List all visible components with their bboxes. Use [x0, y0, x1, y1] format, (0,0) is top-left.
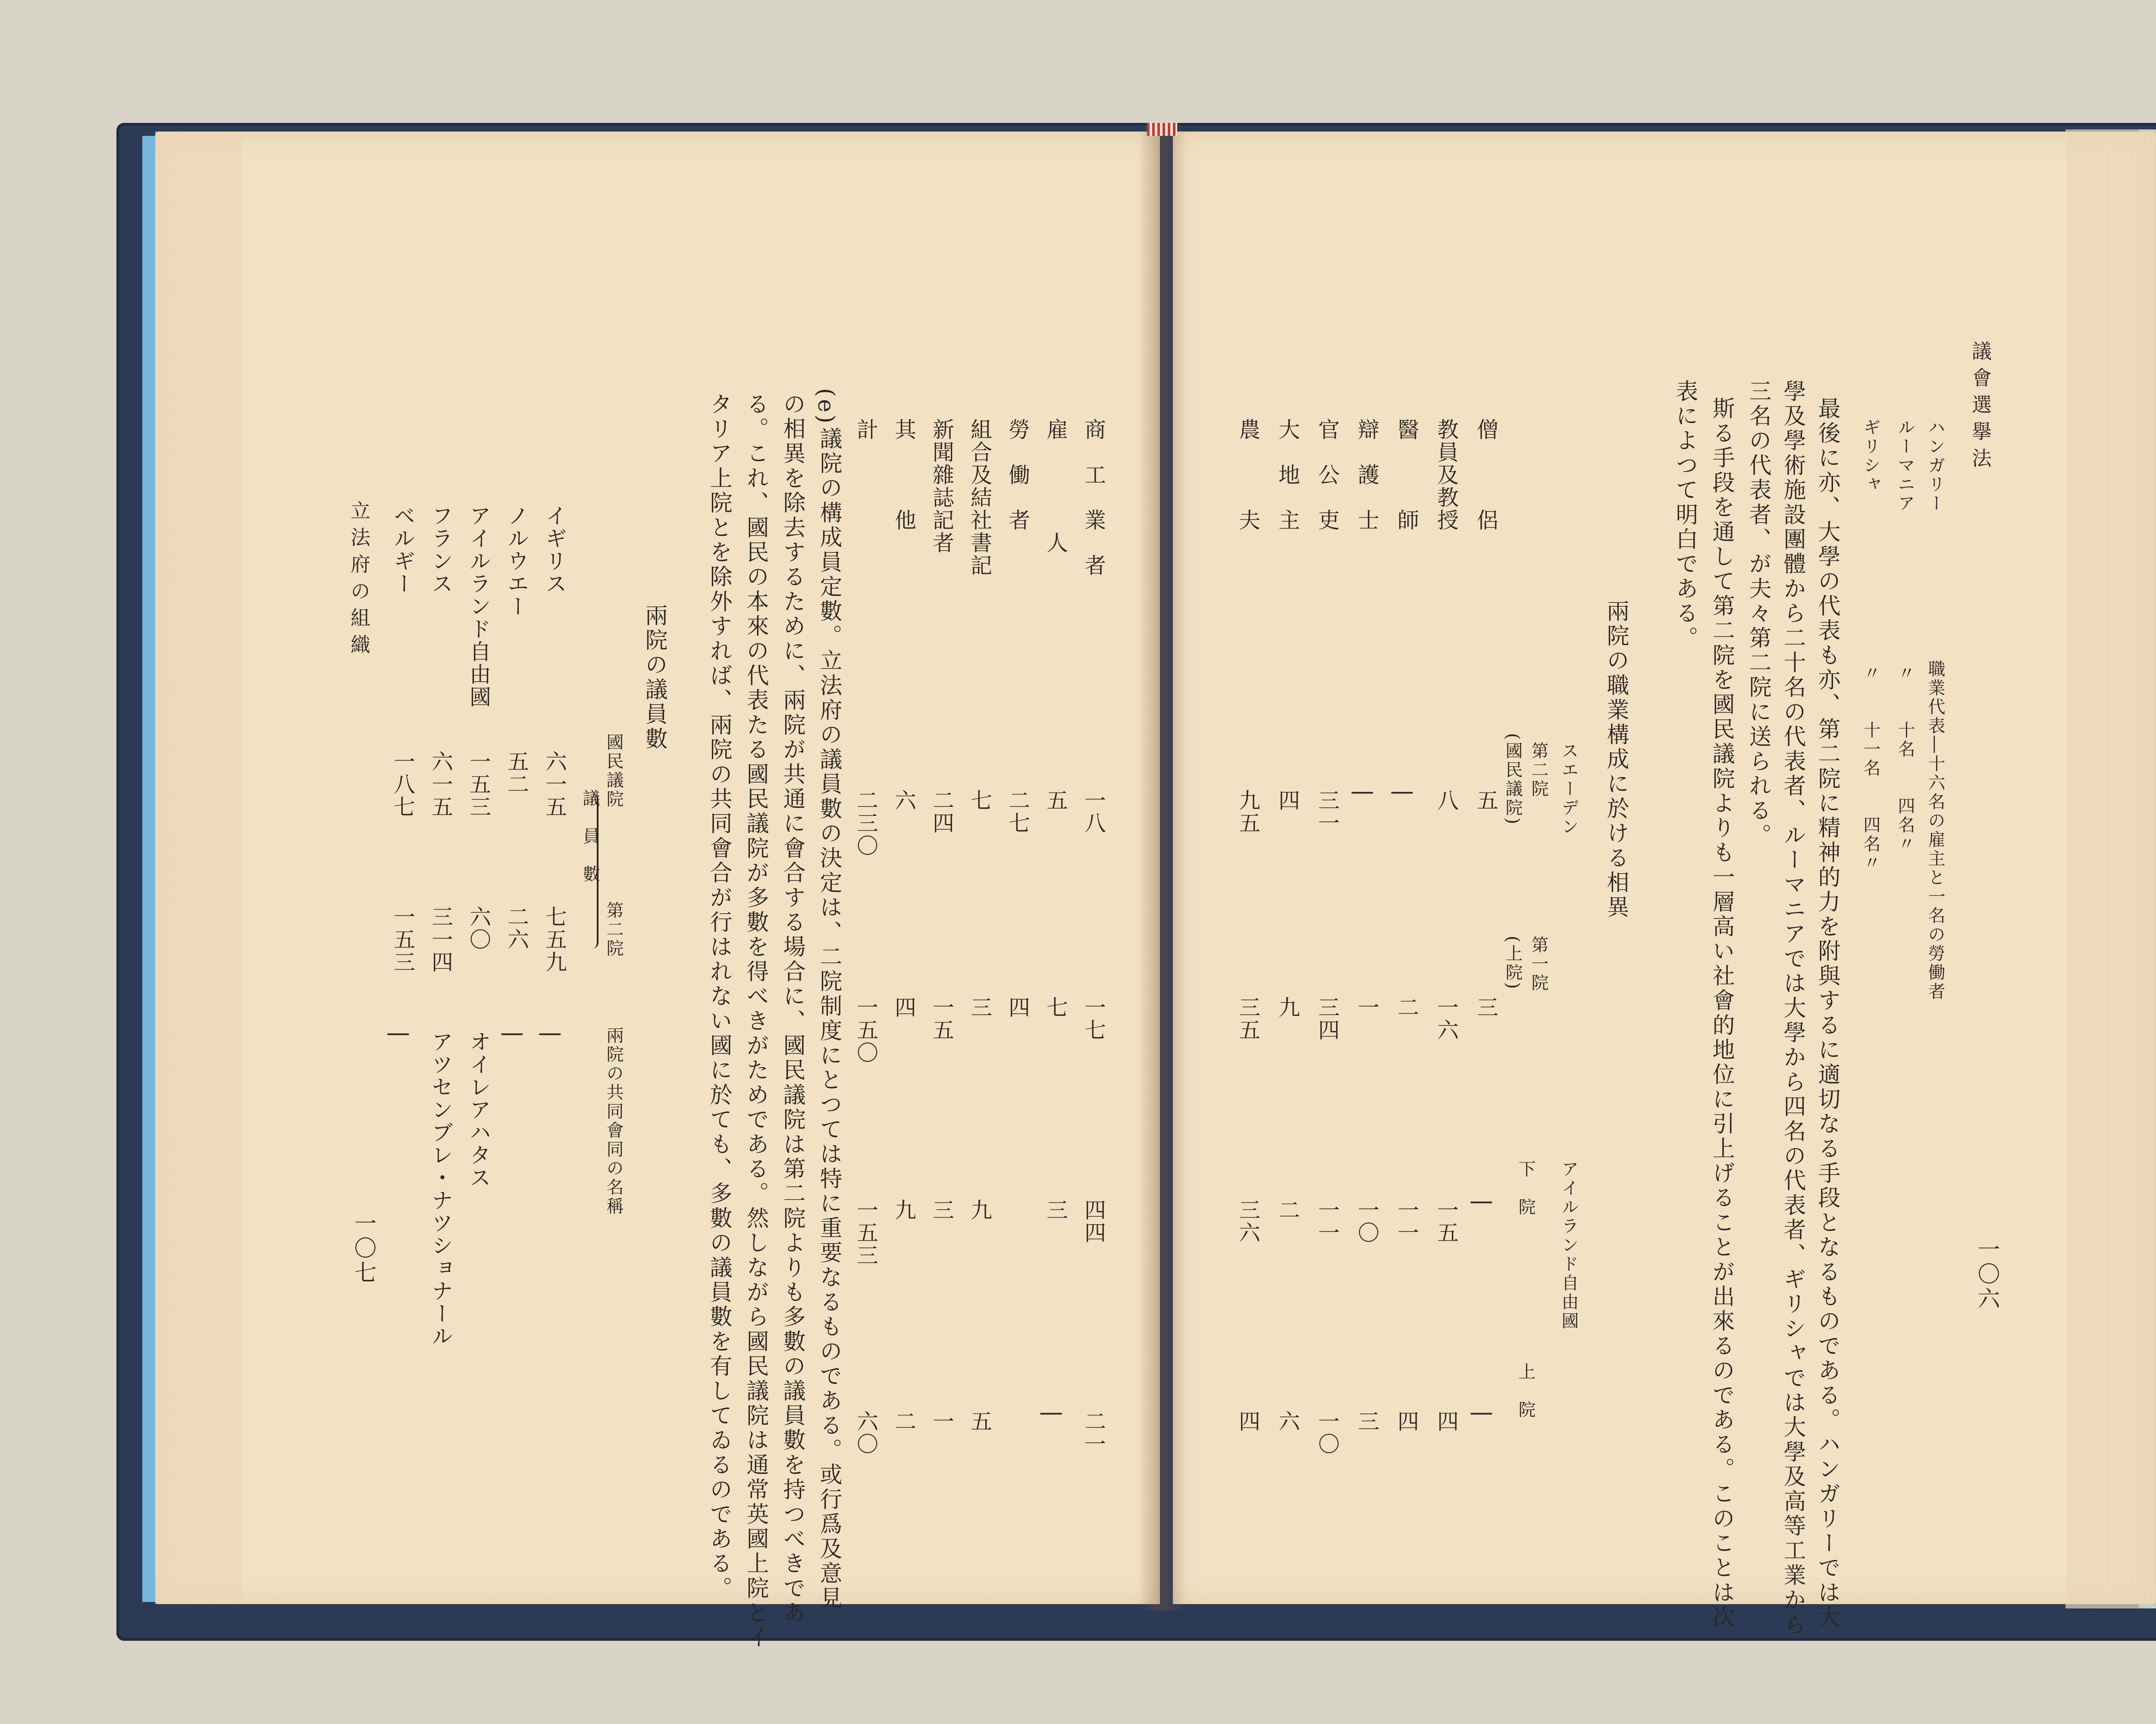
table-cell-ireland-upper: 一〇: [1315, 1410, 1340, 1455]
table-cell-ireland-upper: |: [1040, 1410, 1065, 1419]
paragraph-line: 斯る手段を通して第二院を國民議院よりも一層高い社會的地位に引上げることが出來るのである。このことは次: [1708, 397, 1734, 1630]
table2-row-country: アイルランド自由國: [466, 505, 491, 708]
table-cell-ireland-lower: 二: [1275, 1199, 1300, 1222]
table-cell-sweden-first: 三: [1473, 996, 1498, 1019]
paragraph-line: 議院の構成員定數。立法府の議員數の決定は、二院制度にとつては特に重要なるものである。或行爲及意見: [816, 427, 842, 1611]
table-row-label: 計: [853, 418, 878, 441]
table-cell-ireland-lower: 一五三: [853, 1199, 878, 1267]
table-cell-sweden-first: 三五: [1235, 996, 1260, 1041]
table-cell-ireland-lower: 三: [929, 1199, 954, 1222]
table-head-sweden: スエーデン: [1559, 742, 1579, 837]
table-cell-ireland-lower: 九: [967, 1199, 992, 1222]
running-head-left: 立法府の組織: [348, 500, 371, 661]
table2-row-country: ベルギー: [390, 505, 415, 595]
table-cell-sweden-second: 二三〇: [853, 789, 878, 857]
page-number-right: 一〇六: [1974, 1238, 1999, 1312]
table2-brace: [586, 793, 599, 949]
table-cell-sweden-first: 二: [1394, 996, 1419, 1019]
table2-cell-national: 一五三: [466, 750, 491, 818]
table-cell-sweden-first: 三四: [1315, 996, 1340, 1041]
table-cell-sweden-second: 一八: [1081, 789, 1106, 834]
table2-head-members: 議 員 數: [580, 789, 600, 884]
page-stack-left: [155, 132, 241, 1604]
list-country: ハンガリー: [1925, 418, 1945, 513]
table-cell-ireland-upper: |: [1470, 1410, 1495, 1419]
table-row-label: 辯 護 士: [1354, 418, 1379, 532]
running-head-right: 議會選擧法: [1969, 341, 1992, 475]
list-text: 職業代表―十六名の雇主と一名の勞働者: [1925, 660, 1945, 1001]
table-cell-ireland-upper: 三: [1354, 1410, 1379, 1433]
table2-title: 兩院の議員數: [641, 604, 667, 752]
table-cell-sweden-first: 九: [1275, 996, 1300, 1019]
table-cell-sweden-second: 六: [891, 789, 916, 812]
paragraph-line: 學及學術施設團體から二十名の代表者、ルーマニアでは大學から四名の代表者、ギリシャでは大學及高等工業から: [1780, 379, 1805, 1638]
table2-cell-second: 一五三: [390, 906, 415, 974]
paragraph-line: タリア上院とを除外すれば、兩院の共同會合が行はれない國に於ても、多數の議員數を有してゐるのである。: [706, 392, 732, 1601]
table-row-label: 教員及教授: [1434, 418, 1459, 532]
table-cell-ireland-lower: 一一: [1315, 1199, 1340, 1244]
table-cell-ireland-upper: 四: [1434, 1410, 1459, 1433]
table2-cell-name: オイレアハタス: [466, 1031, 491, 1189]
paragraph-line: る。これ、國民の本來の代表たる國民議院が多數を得べきがためである。然しながら國民議院は通常英國上院とイ: [743, 392, 768, 1651]
table2-row-country: フランス: [428, 505, 453, 595]
right-page: [1173, 132, 2156, 1604]
table-cell-sweden-second: 四: [1275, 789, 1300, 812]
table2-cell-second: 三一四: [428, 906, 453, 974]
paragraph-line: 三名の代表者、が夫々第二院に送られる。: [1745, 379, 1771, 848]
table-cell-sweden-first: 四: [891, 996, 916, 1019]
page-number-left: 一〇七: [350, 1212, 376, 1286]
table-cell-ireland-upper: 四: [1235, 1410, 1260, 1433]
table2-cell-name: |: [501, 1031, 526, 1039]
table-head-second: 第二院: [1529, 742, 1548, 799]
paragraph-line: の相異を除去するために、兩院が共通に會合する場合に、國民議院は第二院よりも多數の議員數を持つべきであ: [779, 392, 805, 1626]
table-row-label: 勞 働 者: [1005, 418, 1030, 532]
table-cell-sweden-first: 一: [1354, 996, 1379, 1019]
table-cell-sweden-second: 九五: [1235, 789, 1260, 834]
paragraph-line: 表によつて明白である。: [1672, 379, 1698, 651]
table2-head-national: 國民議院: [604, 733, 624, 809]
table-cell-sweden-first: 一六: [1434, 996, 1459, 1041]
table2-cell-name: |: [539, 1031, 564, 1039]
list-country: ギリシャ: [1861, 418, 1880, 494]
table2-cell-national: 五二: [504, 750, 529, 796]
table-cell-ireland-upper: 六: [1275, 1410, 1300, 1433]
table-cell-ireland-upper: 二一: [1081, 1410, 1106, 1455]
table-cell-sweden-second: |: [1351, 789, 1376, 798]
table-cell-sweden-first: 一七: [1081, 996, 1106, 1041]
table-head-upper: 上 院: [1516, 1363, 1536, 1420]
table-head-second-note: (國民議院): [1503, 733, 1523, 826]
table-cell-sweden-first: 三: [967, 996, 992, 1019]
table-head-lower: 下 院: [1516, 1160, 1536, 1217]
table-row-label: 組合及結社書記: [967, 418, 992, 577]
table-row-label: 其 他: [891, 418, 916, 532]
table-cell-sweden-first: 七: [1043, 996, 1068, 1019]
table-cell-sweden-first: 一五〇: [853, 996, 878, 1064]
table-row-label: 醫 師: [1394, 418, 1419, 532]
table-cell-ireland-upper: 一: [929, 1410, 954, 1433]
table-cell-sweden-second: 八: [1434, 789, 1459, 812]
table-cell-ireland-lower: 九: [891, 1199, 916, 1222]
table2-row-country: ノルウエー: [504, 505, 529, 618]
list-country: ルーマニア: [1895, 418, 1915, 513]
table-cell-sweden-first: 一五: [929, 996, 954, 1041]
table-cell-sweden-second: 五: [1043, 789, 1068, 812]
table2-head-name: 兩院の共同會同の名稱: [604, 1026, 624, 1216]
table2-head-second: 第二院: [604, 901, 624, 958]
table-row-label: 僧 侶: [1473, 418, 1498, 532]
table-cell-ireland-lower: 四四: [1081, 1199, 1106, 1244]
headband: [1147, 123, 1177, 136]
table-cell-ireland-upper: 二: [891, 1410, 916, 1433]
table-cell-ireland-lower: 一〇: [1354, 1199, 1379, 1244]
table-cell-sweden-second: 二七: [1005, 789, 1030, 834]
list-text: 〃 十一名 四名〃: [1861, 664, 1880, 873]
table-cell-ireland-lower: 三六: [1235, 1199, 1260, 1244]
table-cell-ireland-lower: 三: [1043, 1199, 1068, 1222]
table2-cell-national: 一八七: [390, 750, 415, 818]
table-cell-ireland-lower: |: [1470, 1199, 1495, 1207]
paragraph-line: 最後に亦、大學の代表も亦、第二院に精神的力を附與するに適切なる手段となるものである。ハンガリーでは大: [1814, 397, 1840, 1630]
table-row-label: 大 地 主: [1275, 418, 1300, 532]
table-row-label: 商 工 業 者: [1081, 418, 1106, 577]
table-title: 兩院の職業構成に於ける相異: [1603, 599, 1629, 920]
table-cell-ireland-lower: 一一: [1394, 1199, 1419, 1244]
table2-cell-national: 六一五: [428, 750, 453, 818]
table-cell-ireland-lower: 一五: [1434, 1199, 1459, 1244]
table-cell-ireland-upper: 六〇: [853, 1410, 878, 1455]
section-mark: (e): [813, 388, 839, 426]
table-head-first: 第一院: [1529, 936, 1548, 993]
table-head-ireland: アイルランド自由國: [1559, 1160, 1579, 1331]
table-cell-ireland-upper: 五: [967, 1410, 992, 1433]
table2-cell-second: 二六: [504, 906, 529, 951]
page-stack-right: [2065, 129, 2156, 1608]
gutter: [1138, 123, 1186, 1611]
table-row-label: 農 夫: [1235, 418, 1260, 532]
table2-cell-second: 七五九: [542, 906, 567, 974]
table2-cell-name: アツセンブレ・ナツショナール: [428, 1031, 453, 1348]
table-row-label: 新聞雜誌記者: [929, 418, 954, 554]
left-page: [155, 132, 1160, 1604]
table-cell-sweden-first: 四: [1005, 996, 1030, 1019]
table-head-first-note: (上院): [1503, 936, 1523, 991]
table-row-label: 官 公 吏: [1315, 418, 1340, 532]
table-cell-sweden-second: 七: [967, 789, 992, 812]
table-row-label: 雇 人: [1043, 418, 1068, 554]
table-cell-ireland-upper: 四: [1394, 1410, 1419, 1433]
table2-row-country: イギリス: [542, 505, 567, 595]
table2-cell-name: |: [387, 1031, 412, 1039]
table-cell-sweden-second: 五: [1473, 789, 1498, 812]
table2-cell-second: 六〇: [466, 906, 491, 951]
table2-cell-national: 六一五: [542, 750, 567, 818]
table-cell-sweden-second: 三一: [1315, 789, 1340, 834]
table-cell-sweden-second: |: [1391, 789, 1416, 798]
table-cell-sweden-second: 二四: [929, 789, 954, 834]
list-text: 〃 十名 四名〃: [1895, 664, 1915, 854]
